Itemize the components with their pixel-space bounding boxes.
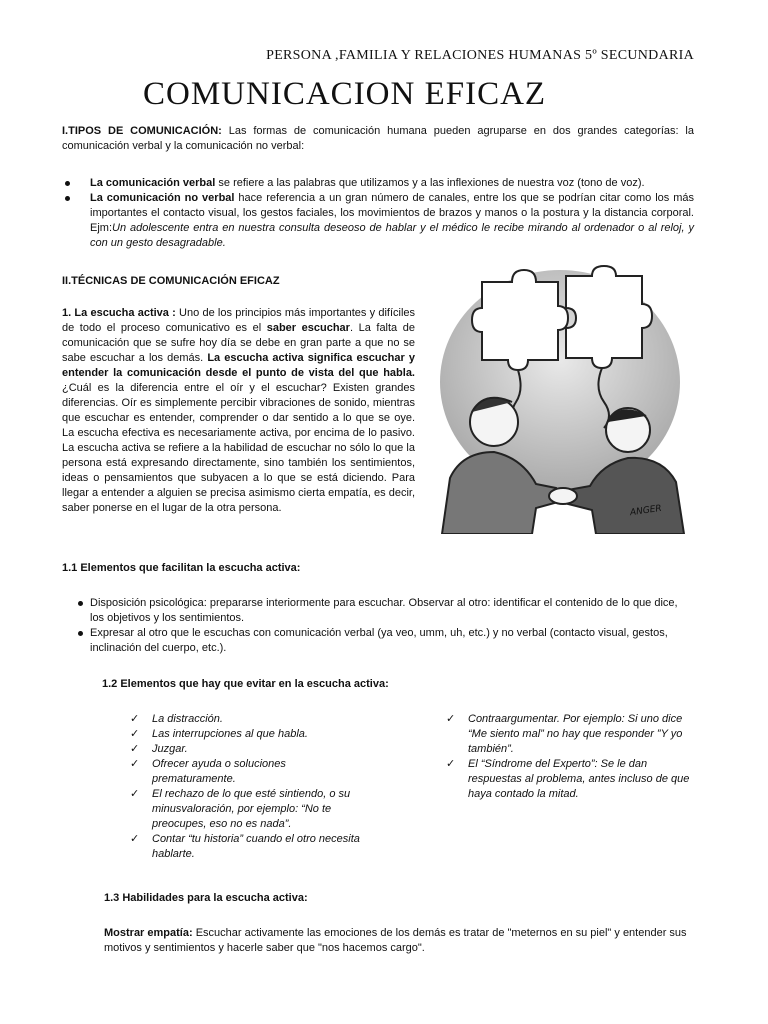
avoid-text: Las interrupciones al que habla. bbox=[152, 728, 308, 740]
p1-d: La escucha activa significa escuchar y entender la comunicación desde el punto de vista del que habla. bbox=[62, 352, 416, 379]
section13-heading bbox=[104, 892, 308, 904]
avoid-item bbox=[130, 742, 360, 757]
facilitator-item bbox=[78, 596, 694, 626]
avoid-text: Juzgar. bbox=[152, 743, 188, 755]
checkmark-icon: ✓ bbox=[446, 758, 456, 770]
section11-heading bbox=[62, 562, 300, 574]
checkmark-icon: ✓ bbox=[130, 788, 140, 800]
bullet-dot bbox=[65, 181, 70, 186]
avoid-item bbox=[130, 757, 360, 787]
avoid-text: El “Síndrome del Experto”: Se le dan respuestas al problema, antes incluso de que haya contado la mitad. bbox=[468, 758, 690, 800]
checkmark-icon: ✓ bbox=[130, 728, 140, 740]
bullet-dot bbox=[78, 631, 83, 636]
checkmark-icon: ✓ bbox=[446, 713, 456, 725]
avoid-list-right bbox=[446, 712, 696, 802]
section12-heading-text: 1.2 Elementos que hay que evitar en la escucha activa: bbox=[102, 678, 389, 690]
empathy-text: Escuchar activamente las emociones de los demás es tratar de "meternos en su piel" y entender sus motivos y sentimientos y hacerle saber que "nos hacemos cargo". bbox=[104, 927, 687, 954]
section1-bullets bbox=[62, 176, 694, 251]
handshake-icon bbox=[549, 488, 577, 504]
facilitator-item bbox=[78, 626, 694, 656]
puzzle-piece-right-icon bbox=[566, 266, 652, 368]
bullet-text: hace referencia a un gran número de canales, entre los que se podrían citar como los más importantes el contacto visual, los gestos faciales, los movimientos de brazos y manos o la postura y la distancia corporal. Ejm: bbox=[90, 192, 694, 234]
bullet-verbal bbox=[62, 176, 694, 191]
avoid-text: Contar “tu historia” cuando el otro necesita hablarte. bbox=[152, 833, 360, 860]
section1-heading: I.TIPOS DE COMUNICACIÓN: bbox=[62, 125, 222, 137]
avoid-list-left bbox=[130, 712, 360, 862]
avoid-item bbox=[130, 727, 360, 742]
section11-list bbox=[78, 596, 694, 656]
section11-heading-text: 1.1 Elementos que facilitan la escucha activa: bbox=[62, 562, 301, 574]
bullet-dot bbox=[78, 601, 83, 606]
section13-heading-text: 1.3 Habilidades para la escucha activa: bbox=[104, 892, 308, 904]
facilitator-text: Expresar al otro que le escuchas con comunicación verbal (ya veo, umm, uh, etc.) y no verbal (contacto visual, gestos, inclinación del cuerpo, etc.). bbox=[90, 627, 668, 654]
course-subject: PERSONA ,FAMILIA Y RELACIONES HUMANAS 5º SECUNDARIA bbox=[266, 48, 694, 63]
p1-a: Uno de los principios más importantes y difíciles de todo el proceso comunicativo es el bbox=[62, 307, 416, 334]
bullet-nonverbal bbox=[62, 191, 694, 251]
bullet-text: se refiere a las palabras que utilizamos y a las inflexiones de nuestra voz (tono de voz). bbox=[218, 177, 645, 189]
avoid-item bbox=[130, 712, 360, 727]
avoid-text: Ofrecer ayuda o soluciones prematuramente. bbox=[152, 758, 286, 785]
checkmark-icon: ✓ bbox=[130, 713, 140, 725]
avoid-item bbox=[446, 757, 696, 802]
p1-b: saber escuchar bbox=[266, 322, 350, 334]
avoid-item bbox=[130, 787, 360, 832]
avoid-text: La distracción. bbox=[152, 713, 223, 725]
illustrator-signature: ANGER bbox=[629, 503, 663, 519]
escucha-activa-paragraph bbox=[62, 306, 415, 516]
avoid-text: El rechazo de lo que esté sintiendo, o su minusvaloración, por ejemplo: “No te preocupes, eso no es nada”. bbox=[152, 788, 351, 830]
section2-heading bbox=[62, 275, 280, 287]
p1-e: ¿Cuál es la diferencia entre el oír y el escuchar? Existen grandes diferencias. Oír es simplemente percibir vibraciones de sonido, mientras que escuchar es entender, comprender o dar sentido a lo que se oye. La escucha efectiva es necesariamente activa, por encima de lo pasivo. La escucha activa se refiere a la habilidad de escuchar no sólo lo que la persona está expresando directamente, sino también los sentimientos, ideas o pensamientos que subyacen a lo que se está diciendo. Para llegar a entender a alguien se precisa asimismo cierta empatía, es decir, saber ponerse en el lugar de la otra persona. bbox=[62, 382, 415, 514]
section1-intro-text: Las formas de comunicación humana pueden agruparse en dos grandes categorías: la comunicación verbal y la comunicación no verbal: bbox=[62, 125, 694, 152]
empathy-term: Mostrar empatía: bbox=[104, 927, 193, 939]
section2-heading-text: II.TÉCNICAS DE COMUNICACIÓN EFICAZ bbox=[62, 275, 280, 287]
empathy-paragraph bbox=[104, 926, 696, 956]
section1-intro bbox=[62, 124, 694, 154]
bullet-term: La comunicación no verbal bbox=[90, 192, 235, 204]
checkmark-icon: ✓ bbox=[130, 833, 140, 845]
avoid-text: Contraargumentar. Por ejemplo: Si uno dice “Me siento mal” no hay que responder ”Y yo también”. bbox=[468, 713, 683, 755]
avoid-item bbox=[446, 712, 696, 757]
handshake-puzzle-illustration bbox=[432, 262, 694, 534]
checkmark-icon: ✓ bbox=[130, 758, 140, 770]
puzzle-piece-left-icon bbox=[472, 270, 568, 370]
page-title: COMUNICACION EFICAZ bbox=[143, 76, 547, 112]
avoid-item bbox=[130, 832, 360, 862]
p1-num: 1. La escucha activa : bbox=[62, 307, 176, 319]
illustration-svg bbox=[432, 262, 694, 534]
p1-c: . La falta de comunicación que se sufre hoy día se debe en gran parte a que no se sabe escuchar a los demás. bbox=[62, 322, 415, 364]
bullet-dot bbox=[65, 196, 70, 201]
checkmark-icon: ✓ bbox=[130, 743, 140, 755]
bullet-example: Un adolescente entra en nuestra consulta deseoso de hablar y el médico le recibe mirando al ordenador o al reloj, y con un gesto desagradable. bbox=[90, 222, 694, 249]
section12-heading bbox=[102, 678, 389, 690]
bullet-term: La comunicación verbal bbox=[90, 177, 216, 189]
facilitator-text: Disposición psicológica: prepararse interiormente para escuchar. Observar al otro: identificar el contenido de lo que dice, los objetivos y los sentimientos. bbox=[90, 597, 678, 624]
